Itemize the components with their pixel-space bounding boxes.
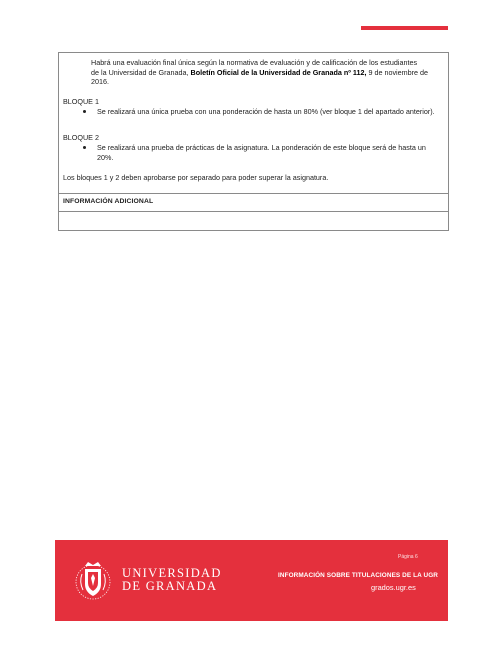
university-name <box>122 567 222 593</box>
header-accent-bar <box>361 26 448 30</box>
titulaciones-title: INFORMACIÓN SOBRE TITULACIONES DE LA UGR <box>278 572 438 579</box>
block-2-bullet <box>81 143 441 162</box>
evaluation-cell <box>59 53 448 194</box>
bulletin-link[interactable]: Boletín Oficial de la Universidad de Granada nº 112, <box>190 67 367 77</box>
evaluation-intro <box>91 58 443 87</box>
footer-banner <box>55 540 448 621</box>
university-name-line-2: DE GRANADA <box>122 579 218 593</box>
university-seal-icon <box>74 556 112 608</box>
grados-link[interactable]: grados.ugr.es <box>371 583 416 592</box>
additional-info-heading-cell <box>59 193 448 212</box>
block-2-label: BLOQUE 2 <box>63 133 99 142</box>
block-2-text: Se realizará una prueba de prácticas de la asignatura. La ponderación de este bloque será de hasta un 20%. <box>97 143 426 162</box>
content-table <box>58 52 449 231</box>
block-1-bullet <box>81 107 441 117</box>
intro-line-2-start: de la Universidad de Granada, <box>91 67 191 77</box>
bullet-dot-icon <box>83 110 86 113</box>
university-name-line-1: UNIVERSIDAD <box>122 566 222 580</box>
additional-info-heading: INFORMACIÓN ADICIONAL <box>63 198 154 205</box>
intro-line-1: Habrá una evaluación final única según la normativa de evaluación y de calificación de los estudiantes <box>91 58 418 67</box>
page-number: Página 6 <box>398 554 418 560</box>
intro-line-2-end: 9 de noviembre de <box>366 67 429 77</box>
bullet-dot-icon <box>83 146 86 149</box>
block-1-label: BLOQUE 1 <box>63 97 99 106</box>
evaluation-note: Los bloques 1 y 2 deben aprobarse por separado para poder superar la asignatura. <box>63 173 329 182</box>
intro-line-3: 2016. <box>91 77 109 87</box>
block-1-text: Se realizará una única prueba con una ponderación de hasta un 80% (ver bloque 1 del apartado anterior). <box>97 107 435 116</box>
